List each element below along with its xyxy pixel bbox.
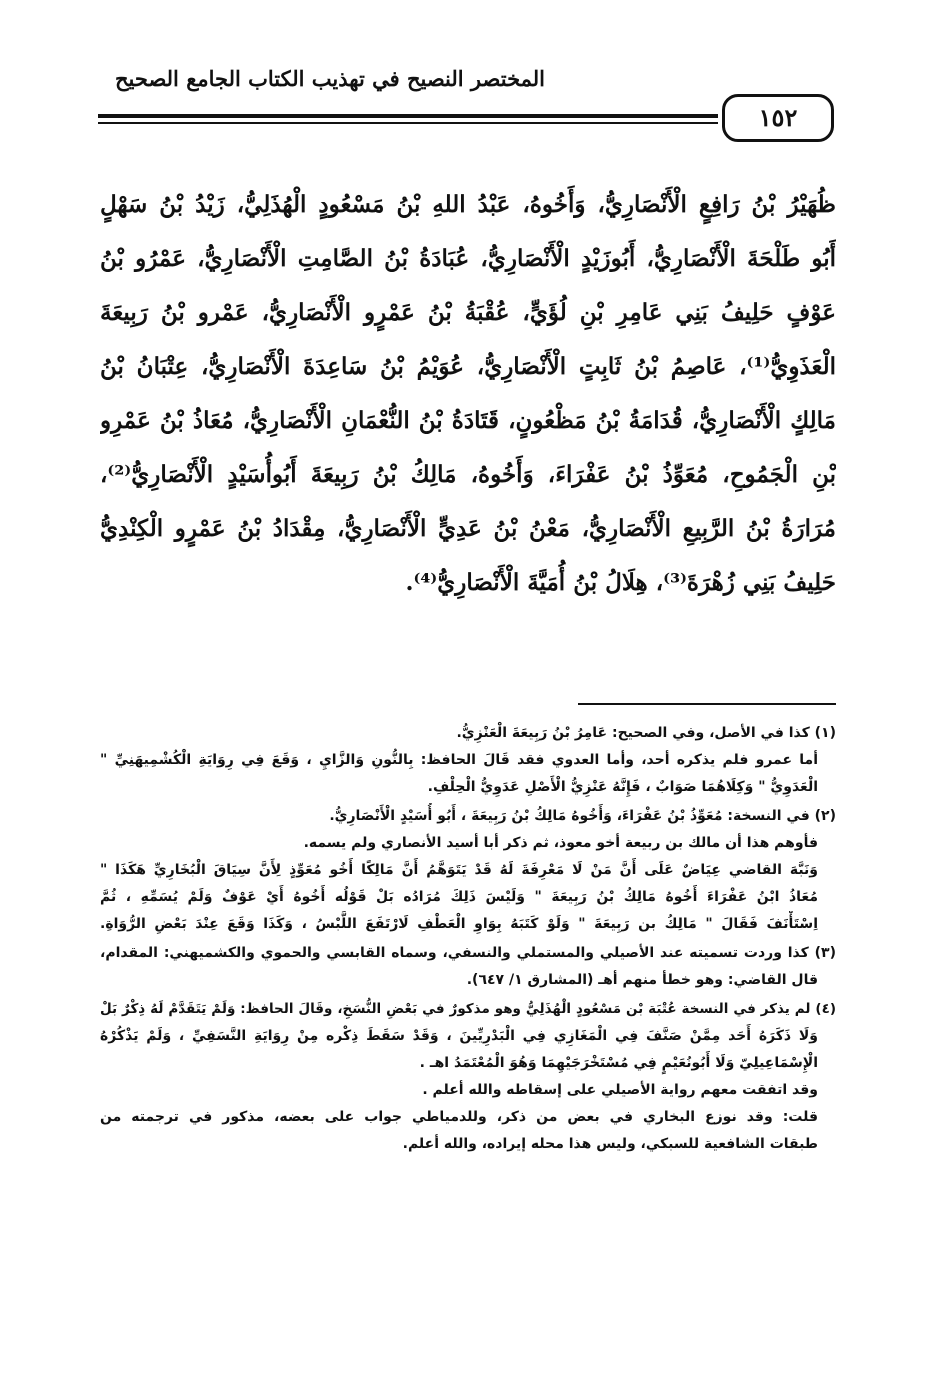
main-text-line: مُرَارَةُ بْنُ الرَّبِيعِ الْأَنْصَارِيُّ، مَعْنُ بْنُ عَدِيٍّ الْأَنْصَارِيُّ، مِقْدَادُ بْنُ عَمْرٍو الْكِنْدِيُّ [100, 515, 836, 542]
footnote-4-line: طبقات الشافعية للسبكي، وليس هذا محله إيراده، والله أعلم. [402, 1136, 818, 1152]
footnote-4-line: (٤) لم يذكر في النسخة عُتْبَة بْن مَسْعُودٍ الْهُذَلِيُّ وهو مذكورٌ في بَعْضِ النُّسَخِ، وقَالَ الحافظ: وَلَمْ يَتَقَدَّمْ لَهُ ذِكْرٌ بَلْ [100, 1001, 836, 1017]
footnote-2-line: (٢) في النسخة: مُعَوِّذُ بْنُ عَفْرَاءَ، وَأَخُوهُ مَالِكُ بْنُ رَبِيعَةَ ، أَبُو أُسَيْدٍ الْأَنْصَارِيُّ. [329, 808, 836, 824]
footnote-2-line: مُعَاذُ ابْنُ عَفْرَاءَ أَخُوهُ مَالِكُ بْنُ رَبِيعَةَ " وَلَيْسَ ذَلِكَ مُرَادُه بَلْ قَوْلُه أَخُوهُ أَيْ عَوْفٌ وَلَمْ يُسَمِّهِ ، ثُمَّ [100, 889, 818, 905]
main-text [100, 178, 836, 610]
page-number: ١٥٢ [722, 94, 834, 142]
header-rule-thin [98, 122, 718, 124]
main-text-line: حَلِيفُ بَنِي زُهْرَةَ⁽³⁾، هِلَالُ بْنُ أُمَيَّةَ الْأَنْصَارِيُّ⁽⁴⁾. [405, 569, 836, 596]
main-text-line: أَبُو طَلْحَةَ الْأَنْصَارِيُّ، أَبُوزَيْدٍ الْأَنْصَارِيُّ، عُبَادَةُ بْنُ الصَّامِتِ الْأَنْصَارِيُّ، عَمْرُو بْنُ [100, 245, 836, 272]
main-text-line: بْنِ الْجَمُوحِ، مُعَوِّذُ بْنُ عَفْرَاءَ، وَأَخُوهُ، مَالِكُ بْنُ رَبِيعَةَ أَبُوأُسَيْدٍ الْأَنْصَارِيُّ⁽²⁾، [100, 461, 836, 488]
book-title: المختصر النصيح في تهذيب الكتاب الجامع الصحيح [115, 66, 545, 91]
footnotes [100, 720, 836, 1158]
main-text-line: عَوْفٍ حَلِيفُ بَنِي عَامِرِ بْنِ لُؤَيٍّ، عُقْبَةُ بْنُ عَمْرٍو الْأَنْصَارِيُّ، عَمْرو بْنُ رَبِيعَةَ [100, 299, 836, 326]
footnote-1-line: (١) كذا في الأصل، وفي الصحيح: عَامِرُ بْنُ رَبِيعَةَ الْعَنْزِيُّ. [456, 725, 836, 741]
footnote-4-line: الْإِسْمَاعِيلِيّ وَلَا أَبُونُعَيْمٍ فِي مُسْتَخْرَجَيْهِمَا وَهُوَ الْمُعْتَمَدُ اهـ . [419, 1055, 818, 1071]
footnote-4-line: قلت: وقد نوزع البخاري في بعض من ذكر، وللدمياطي جواب على بعضه، مذكور في ترجمته من [100, 1109, 818, 1125]
footnote-1-line: الْعَدَوِيُّ " وَكِلَاهُمَا صَوَابٌ ، فَإِنَّهُ عَنْزِيُّ الْأَصْلِ عَدَوِيُّ الْحِلْفِ. [427, 779, 818, 795]
footnote-2-line: وَنَبَّهَ القاضي عِيَاضٌ عَلَى أَنَّ مَنْ لَا مَعْرِفَةَ لَهُ قَدْ يَتَوَهَّمُ أَنَّ مَالِكًا أَخُو مُعَوِّذٍ لِأَنَّ سِيَاقَ الْبُخَارِيِّ هَكَذَا " [100, 862, 818, 878]
footnote-2-line: فأوهم هذا أن مالك بن ربيعة أخو معوذ، ثم ذكر أبا أسيد الأنصاري ولم يسمه. [303, 835, 818, 851]
footnote-4-line: وَلَا ذَكَرَهُ أَحَد مِمَّنْ صَنَّفَ فِي الْمَغَازِي فِي الْبَدْرِيِّينَ ، وَقَدْ سَقَطَ ذِكْره مِنْ رِوَايَةِ النَّسَفِيِّ ، وَلَمْ يَذْكُرْهُ [100, 1028, 818, 1044]
main-text-line: الْعَذَوِيُّ⁽¹⁾، عَاصِمُ بْنُ ثَابِتٍ الْأَنْصَارِيُّ، عُوَيْمُ بْنُ سَاعِدَةَ الْأَنْصَارِيُّ، عِتْبَانُ بْنُ [100, 353, 836, 380]
main-text-line: ظُهَيْرُ بْنُ رَافِعٍ الْأَنْصَارِيُّ، وَأَخُوهُ، عَبْدُ اللهِ بْنُ مَسْعُودٍ الْهُذَلِيُّ، زَيْدُ بْنُ سَهْلٍ [100, 191, 836, 218]
footnote-separator [578, 703, 836, 705]
footnote-3-line: (٣) كذا وردت تسميته عند الأصيلي والمستملي والنسفي، وسماه القابسي والحموي والكشميهني: المقدام، [100, 945, 836, 961]
main-text-line: مَالِكٍ الْأَنْصَارِيُّ، قُدَامَةُ بْنُ مَظْعُونٍ، قَتَادَةُ بْنُ النُّعْمَانِ الْأَنْصَارِيُّ، مُعَاذُ بْنُ عَمْرِو [100, 407, 836, 434]
footnote-2-line: اِسْتَأْنَفَ فَقَالَ " مَالِكُ بن رَبِيعَةَ " وَلَوْ كَتَبَهُ بِوَاوِ الْعَطْفِ لَارْتَفَعَ اللَّبْسُ ، وَكَذَا وَقَعَ عِنْدَ بَعْضِ الرُّوَاةِ. [100, 916, 818, 932]
footnote-4-line: وقد اتفقت معهم رواية الأصيلي على إسقاطه والله أعلم . [422, 1082, 818, 1098]
header-rule-thick [98, 114, 718, 118]
footnote-1-line: أما عمرو فلم يذكره أحد، وأما العدوي فقد قَالَ الحافظ: بِالنُّونِ وَالزَّايِ ، وَقَعَ فِي رِوَايَةِ الْكُشْمِيهَنِيِّ " [100, 752, 818, 768]
footnote-3-line: قال القاضي: وهو خطأ منهم أهـ (المشارق ١/ ٦٤٧). [466, 972, 818, 988]
header-double-rule [98, 114, 718, 127]
